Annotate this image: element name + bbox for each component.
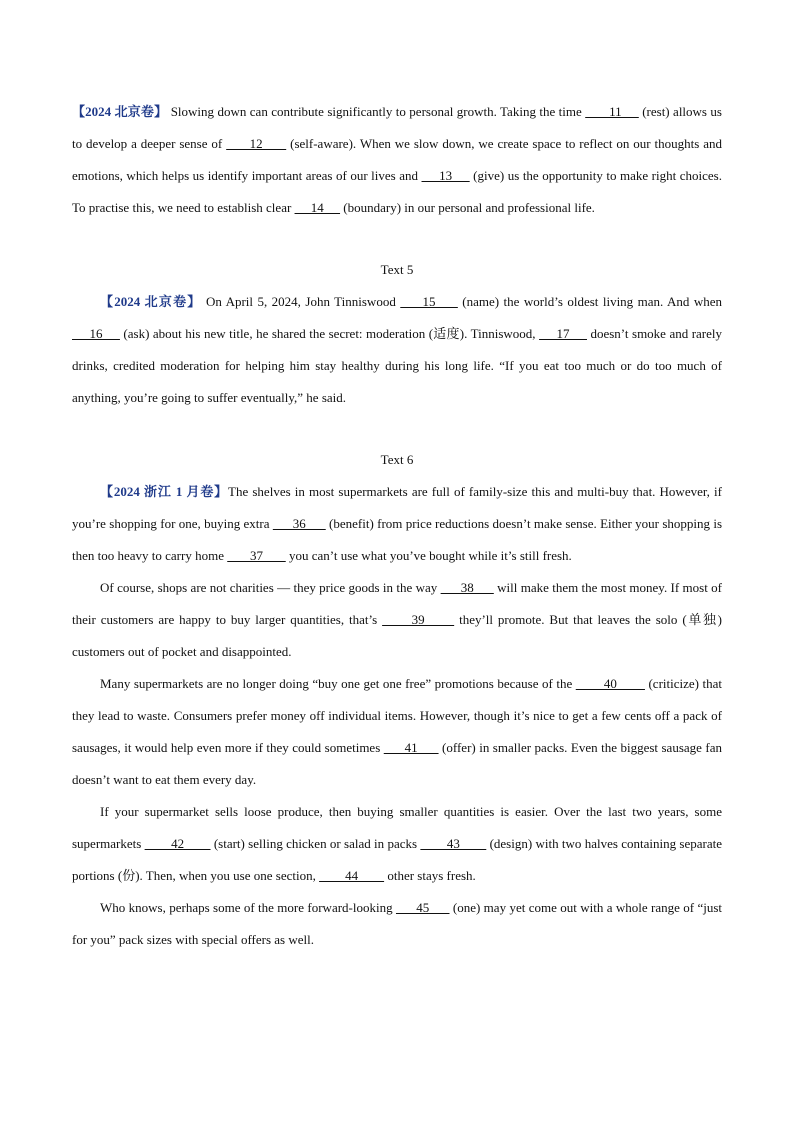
answer-blank[interactable]: 38 xyxy=(440,580,494,595)
answer-blank[interactable]: 45 xyxy=(395,900,450,915)
passage-text: Many supermarkets are no longer doing “buy one get one free” promotions because of the xyxy=(100,676,576,691)
source-tag: 【2024 北京卷】 xyxy=(72,104,168,119)
answer-blank[interactable]: 42 xyxy=(144,836,211,851)
text6-paragraph xyxy=(72,572,722,668)
passage-text: (design) with two halves containing separate portions (份). Then, when you use one section, xyxy=(72,836,722,883)
passage-text: (boundary) in our personal and professional life. xyxy=(340,200,595,215)
passage-beijing-growth xyxy=(72,96,722,224)
answer-blank[interactable]: 11 xyxy=(585,104,639,119)
passage-text: (offer) in smaller packs. Even the biggest sausage fan doesn’t want to eat them every day. xyxy=(72,740,722,787)
answer-blank[interactable]: 36 xyxy=(272,516,326,531)
answer-blank[interactable]: 15 xyxy=(400,294,458,309)
passage-text: (name) the world’s oldest living man. And when xyxy=(457,294,723,309)
passage-text: On April 5, 2024, John Tinniswood xyxy=(205,294,401,309)
text6-paragraph xyxy=(72,796,722,892)
passage-text: other stays fresh. xyxy=(384,868,476,883)
passage-text: (benefit) from price reductions doesn’t make sense. Either your shopping is then too heavy to carry home xyxy=(72,516,722,563)
source-tag: 【2024 浙江 1 月卷】 xyxy=(100,484,229,499)
answer-blank[interactable]: 43 xyxy=(420,836,487,851)
passage-text: they’ll promote. But that leaves the solo (单独) customers out of pocket and disappointed. xyxy=(72,612,723,659)
answer-blank[interactable]: 44 xyxy=(319,868,385,883)
answer-blank[interactable]: 37 xyxy=(227,548,286,563)
passage-text: (give) us the opportunity to make right choices. To practise this, we need to establish clear xyxy=(72,168,722,215)
answer-blank[interactable]: 41 xyxy=(383,740,439,755)
source-tag: 【2024 北京卷】 xyxy=(100,294,202,309)
passage-text: (criticize) that they lead to waste. Consumers prefer money off individual items. However, though it’s nice to get a few cents off a pack of sausages, it would help even more if they could sometimes xyxy=(72,676,722,755)
document-content xyxy=(72,96,722,956)
passage-text: If your supermarket sells loose produce, then buying smaller quantities is easier. Over the last two years, some supermarkets xyxy=(72,804,722,851)
answer-blank[interactable]: 40 xyxy=(575,676,645,691)
passage-text: you can’t use what you’ve bought while it’s still fresh. xyxy=(285,548,572,563)
passage-text: (start) selling chicken or salad in packs xyxy=(210,836,421,851)
passage-text: The shelves in most supermarkets are full of family-size this and multi-buy that. However, if you’re shopping for one, buying extra xyxy=(72,484,722,531)
text6-paragraph xyxy=(72,892,722,956)
passage-text: Slowing down can contribute significantly to personal growth. Taking the time xyxy=(170,104,586,119)
text6-heading: Text 6 xyxy=(380,452,414,467)
answer-blank[interactable]: 39 xyxy=(382,612,455,627)
text5-heading: Text 5 xyxy=(380,262,414,277)
passage-text: Who knows, perhaps some of the more forward-looking xyxy=(100,900,396,915)
passage-text: (rest) allows us to develop a deeper sense of xyxy=(72,104,722,151)
text5-passage xyxy=(72,286,722,414)
passage-text: (one) may yet come out with a whole range of “just for you” pack sizes with special offers as well. xyxy=(72,900,723,947)
text6-passage xyxy=(72,476,722,956)
section-gap xyxy=(72,224,722,254)
passage-text: Of course, shops are not charities — they price goods in the way xyxy=(100,580,441,595)
passage-text: (ask) about his new title, he shared the secret: moderation (适度). Tinniswood, xyxy=(119,326,540,341)
answer-blank[interactable]: 17 xyxy=(539,326,587,341)
answer-blank[interactable]: 12 xyxy=(226,136,287,151)
section-gap xyxy=(72,414,722,444)
passage-text: doesn’t smoke and rarely drinks, credited moderation for helping him stay healthy during his long life. “If you eat too much or do too much of anything, you’re going to suffer eventually,” he said. xyxy=(72,326,723,405)
passage-text: (self-aware). When we slow down, we create space to reflect on our thoughts and emotions, which helps us identify important areas of our lives and xyxy=(72,136,722,183)
answer-blank[interactable]: 14 xyxy=(294,200,341,215)
answer-blank[interactable]: 16 xyxy=(72,326,120,341)
answer-blank[interactable]: 13 xyxy=(421,168,470,183)
text6-paragraph xyxy=(72,668,722,796)
text6-paragraph xyxy=(72,476,722,572)
passage-text: will make them the most money. If most of their customers are happy to buy larger quantities, that’s xyxy=(72,580,723,627)
